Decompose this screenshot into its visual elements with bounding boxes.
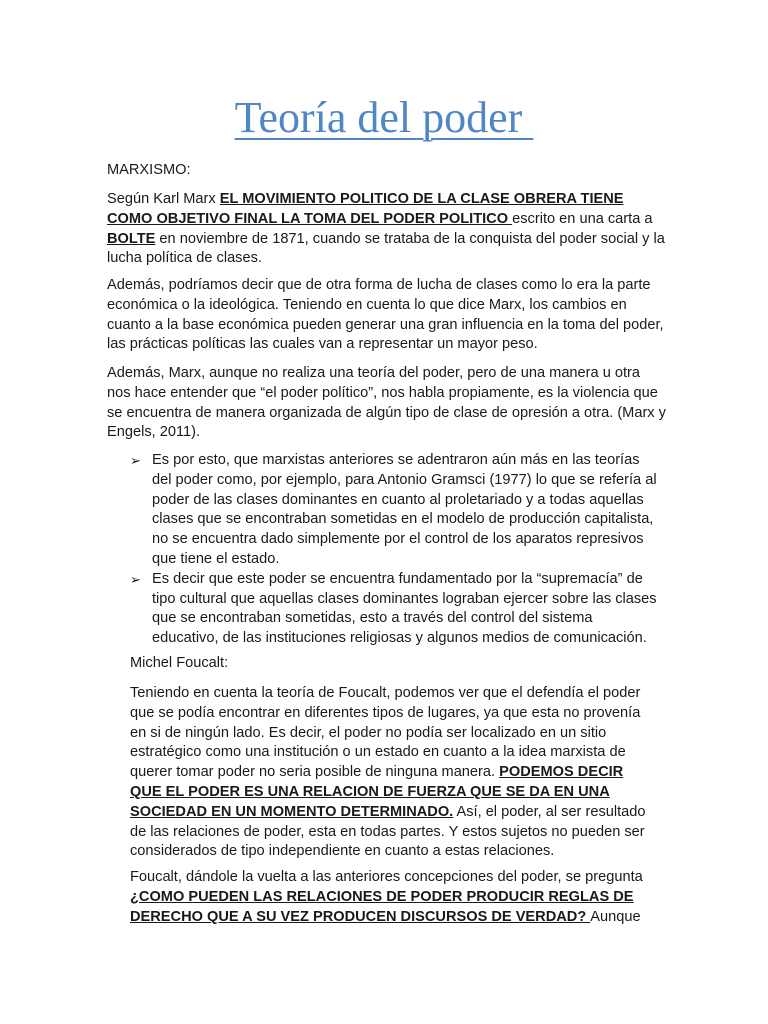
paragraph-class-struggle: Además, podríamos decir que de otra forma de lucha de clases como lo era la parte económica o la ideológica. Teniendo en cuenta lo que dice Marx, los cambios en cuanto a la base económica pueden generar una gran influencia en la toma del poder, las prácticas políticas las cuales van a representar un mayor peso. <box>107 277 664 353</box>
section-heading-foucault: Michel Foucalt: <box>130 655 229 671</box>
paragraph-political-power: Además, Marx, aunque no realiza una teoría del poder, pero de una manera u otra nos hace entender que “el poder político”, nos habla propiamente, es la violencia que se encuentra de manera organizada de algún tipo de clase de opresión a otra. (Marx y Engels, 2011). <box>107 365 666 441</box>
paragraph-text: Según Karl Marx <box>107 191 220 207</box>
bold-question: ¿COMO PUEDEN LAS RELACIONES DE PODER PRODUCIR REGLAS DE DERECHO QUE A SU VEZ PRODUCEN DISCURSOS DE VERDAD? <box>130 888 634 925</box>
paragraph-text: Foucalt, dándole la vuelta a las anteriores concepciones del poder, se pregunta <box>130 869 643 885</box>
bold-name: BOLTE <box>107 230 156 247</box>
bold-statement: PODEMOS DECIR QUE EL PODER ES UNA RELACION DE FUERZA QUE SE DA EN UNA SOCIEDAD EN UN MOMENTO DETERMINADO. <box>130 764 624 820</box>
paragraph-foucault-theory <box>130 684 658 862</box>
paragraph-text: Así, el poder, al ser resultado de las relaciones de poder, esta en todas partes. Y estos sujetos no pueden ser considerados de tipo independiente en cuanto a estas relaciones. <box>130 803 646 860</box>
bullet-item <box>130 451 658 570</box>
document-title: Teoría del poder <box>234 93 534 142</box>
bullet-list <box>130 451 658 649</box>
paragraph-text: Aunque <box>590 908 641 925</box>
arrow-bullet-icon: ➢ <box>130 571 141 587</box>
paragraph-foucault-question <box>130 868 658 927</box>
paragraph-text: Teniendo en cuenta la teoría de Foucalt, podemos ver que el defendía el poder que se podía encontrar en diferentes tipos de lugares, ya que esta no provenía en si de ningún lado. Es decir, el poder no podía ser localizado en un sitio estratégico como una institución o un estado en cuanto a la idea marxista de querer tomar poder no seria posible de ninguna manera. <box>130 685 641 781</box>
bullet-item <box>130 570 658 649</box>
paragraph-marx-intro <box>107 190 667 269</box>
bullet-text: Es decir que este poder se encuentra fundamentado por la “supremacía” de tipo cultural que aquellas clases dominantes lograban ejercer sobre las clases que se encontraban sometidas, esto a través del control del sistema educativo, de las instituciones religiosas y algunos medios de comunicación. <box>152 570 657 647</box>
paragraph-text: escrito en una carta a <box>512 210 653 227</box>
bold-quote: EL MOVIMIENTO POLITICO DE LA CLASE OBRERA TIENE COMO OBJETIVO FINAL LA TOMA DEL PODER POLITICO <box>107 191 624 227</box>
paragraph-text: en noviembre de 1871, cuando se trataba de la conquista del poder social y la lucha política de clases. <box>107 230 665 267</box>
bullet-text: Es por esto, que marxistas anteriores se adentraron aún más en las teorías del poder como, por ejemplo, para Antonio Gramsci (1977) lo que se refería al poder de las clases dominantes en cuanto al proletariado y a todas aquellas clases que se encontraban sometidas en el modelo de producción capitalista, no se encuentra dado simplemente por el control de los aparatos represivos que tiene el estado. <box>152 452 657 567</box>
arrow-bullet-icon: ➢ <box>130 453 141 468</box>
section-heading-marxismo: MARXISMO: <box>107 162 191 178</box>
